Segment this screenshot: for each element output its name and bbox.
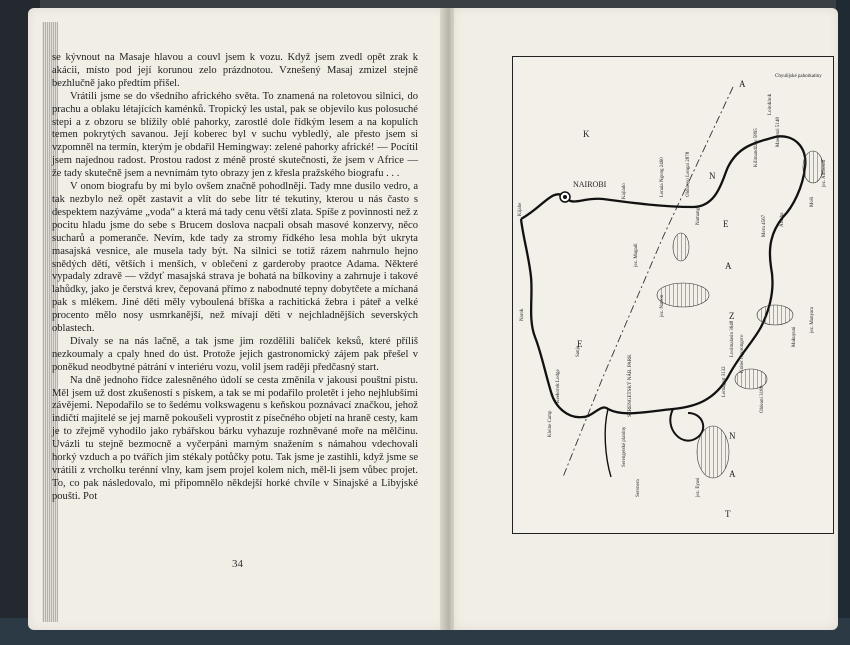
route-branch (605, 409, 611, 477)
label-serengeti-plain: Serengetské planiny (622, 426, 627, 467)
lake-eyasi (697, 426, 729, 478)
paragraph: Dívaly se na nás lačně, a tak jsme jim rozdělili balíček keksů, které příliš nezkoumaly a cpaly hned do úst. Protože jejich gastronomický zájem pak přešel v poněkud neodbytné pátrání v interiéru vozu, volil jsem raději předčasný start. (52, 335, 418, 373)
label-makuyuni: Makuyuni (792, 326, 797, 347)
label-meru: Meru 4567 (762, 214, 767, 237)
label-kenya-letter: A (739, 79, 746, 89)
label-keekorok: Keekorok Lodge (556, 369, 561, 403)
body-text (52, 52, 418, 504)
label-kenya-letter: K (583, 129, 590, 139)
label-namanga: Namanga (696, 205, 701, 225)
label-tanzania-letter: A (725, 261, 732, 271)
map-drawing (513, 57, 833, 533)
lake-manyara (757, 305, 793, 325)
label-loitokitok: Loitokitok (768, 93, 773, 115)
label-natron: jez. Natron (660, 294, 665, 317)
paragraph: se kývnout na Masaje hlavou a couvl jsem k vozu. Když jsem zvedl opět zrak k akácii, místo pod její korunou zelo prázdnotou. Vznešený Masaj zmizel stejně bezhlučně jako předtím přišel. (52, 52, 418, 89)
label-amboseli: jez. Amboseli (822, 159, 827, 187)
label-oldeani: Oldeani 3188 (760, 385, 765, 413)
page-number: 34 (232, 558, 243, 570)
label-eyasi: jez. Eyasi (696, 477, 701, 497)
book-cover-right (836, 0, 850, 645)
label-tanzania-letter: E (577, 339, 583, 349)
label-loolmalasin: Loolmalasin 3648 (730, 320, 735, 357)
route-loop (670, 409, 703, 441)
label-tanzania-letter: Z (729, 311, 735, 321)
paragraph: Na dně jednoho řídce zalesněného údolí se cesta změnila v jakousi pouštní pistu. Měl jsem už dost zkušeností s pískem, a tak se mi podařilo proletět i jeho nejhlubšími závějemi. Nepodařilo se to šedému volkswagenu s keňskou poznávací značkou, jehož indičtí majitelé se jej marně pokoušeli vyprostit z písečného objetí na hraně cesty, kam je to zřejmě vyhodilo jako rybářskou bárku vyhazuje rozhněvané moře na mělčinu. Uvázli tu stejně bezmocně a vyčerpáni marným snažením s námahou vdechovali horký vzduch a po tvářích jim stékaly potůčky potu. Tak jsme je zastihli, když jsme se vrátili z vrcholku terénní vlny, kam jsem projel kolem nich, měl-li jsem vůbec projet. To, co pak následovalo, mi připomnělo někdejší horké chvíle v Sinajské a Libyjské poušti. Pot (52, 374, 418, 502)
map (512, 56, 834, 534)
left-page (28, 8, 446, 630)
label-ngorongoro: Kráter Ngorongoro (740, 334, 745, 373)
label-lemagrut: Lemagrut 3132 (722, 366, 727, 397)
label-kajiado: Kajiado (622, 183, 627, 199)
label-kenya-letter: N (709, 171, 716, 181)
label-kilimanjaro: Kilimandžáro 5895 (754, 128, 759, 167)
paragraph: Vrátili jsme se do všedního afrického světa. To znamená na roletovou silnici, do prachu a oblaku létajících kaménků. Tropický les ustal, pak se objevilo kus polosuché stepi a z obzoru se blížily oblé pahorky, zarostlé dole řídkým lesem a na kopulích temen pokrytých savanou. Její koberec byl v suchu vybledlý, ale přesto jsem si vzpomněl na termín, kterým je obdařil Hemingway: zelené pahorky africké! — Pocítil jsem najednou radost. Prostou radost z méně prosté skutečnosti, že jsem v Africe — že tady skutečně jsem a nevnímám tyto obrazy jen z křesla pražského biografu . . . (52, 90, 418, 180)
label-narok: Narok (520, 308, 525, 321)
label-manyara: jez. Manyara (810, 306, 815, 333)
label-mawenzi: Mawenzi 5148 (776, 117, 781, 147)
label-kleine-camp: Kleine Camp (548, 410, 553, 437)
label-sanjo: Sanjo (576, 345, 581, 357)
nairobi-dot (563, 195, 567, 199)
label-tanzania-letter: A (729, 469, 736, 479)
border-line (563, 87, 733, 477)
label-serengeti-park: SERENGETSKÝ NÁR. PARK (628, 354, 633, 417)
label-ngong: Lenaia Ngong 2460 (660, 157, 665, 197)
label-moshi: Moši (810, 196, 815, 207)
label-chyulu: Chyulijské pahorkatiny (775, 74, 822, 79)
label-nairobi: NAIROBI (573, 180, 607, 189)
label-kenya-letter: E (723, 219, 729, 229)
label-kijabe: Kijabe (518, 202, 523, 216)
label-seronera: Seronera (636, 479, 641, 497)
lake-amboseli (803, 151, 823, 183)
paragraph: V onom biografu by mi bylo ovšem značně pohodlněji. Tady mne dusilo vedro, a tak nezbylo než opět zastavit a vlít do sebe litr té tekutiny, kterou u nás často s despektem nazýváme „voda“ a která má tady cenu větší zlata. Spíše z povinnosti než z pocitu hladu jsme do sebe s Brucem doslova nacpali obsah masové konzervy, něco sucharů a pomeranče. Nevím, kde tady za stromy řídkého lesa mohla být ukryta masajská vesnice, ale musela tady být. Na silnici se totiž rázem nahrnulo hejno snědých dětí, větších i menších, v oblečení z garderoby praotce Adama. Některé vypadaly zdravě — vždyť masajská strava je bohatá na bílkoviny a zahrnuje i takové lahůdky, jako je čerstvá krev, čepovaná přímo z nabodnuté tepny dobytčete a míchaná pak s mlékem. Jiné děti měly vyboulená bříška a rachitická žebra i páteř a velké procento mělo nosy usmrkanější, než mívají děti v nejchladnějších severských oblastech. (52, 181, 418, 335)
label-tanzania-letter: N (729, 431, 736, 441)
label-tanzania-letter: T (725, 509, 731, 519)
lake-magadi (673, 233, 689, 261)
label-magadi: jez. Magadi (634, 243, 639, 267)
label-ol-doinyo: Oldoinyo Lengai 2878 (686, 151, 691, 197)
label-arusha: Arusha (780, 212, 785, 227)
